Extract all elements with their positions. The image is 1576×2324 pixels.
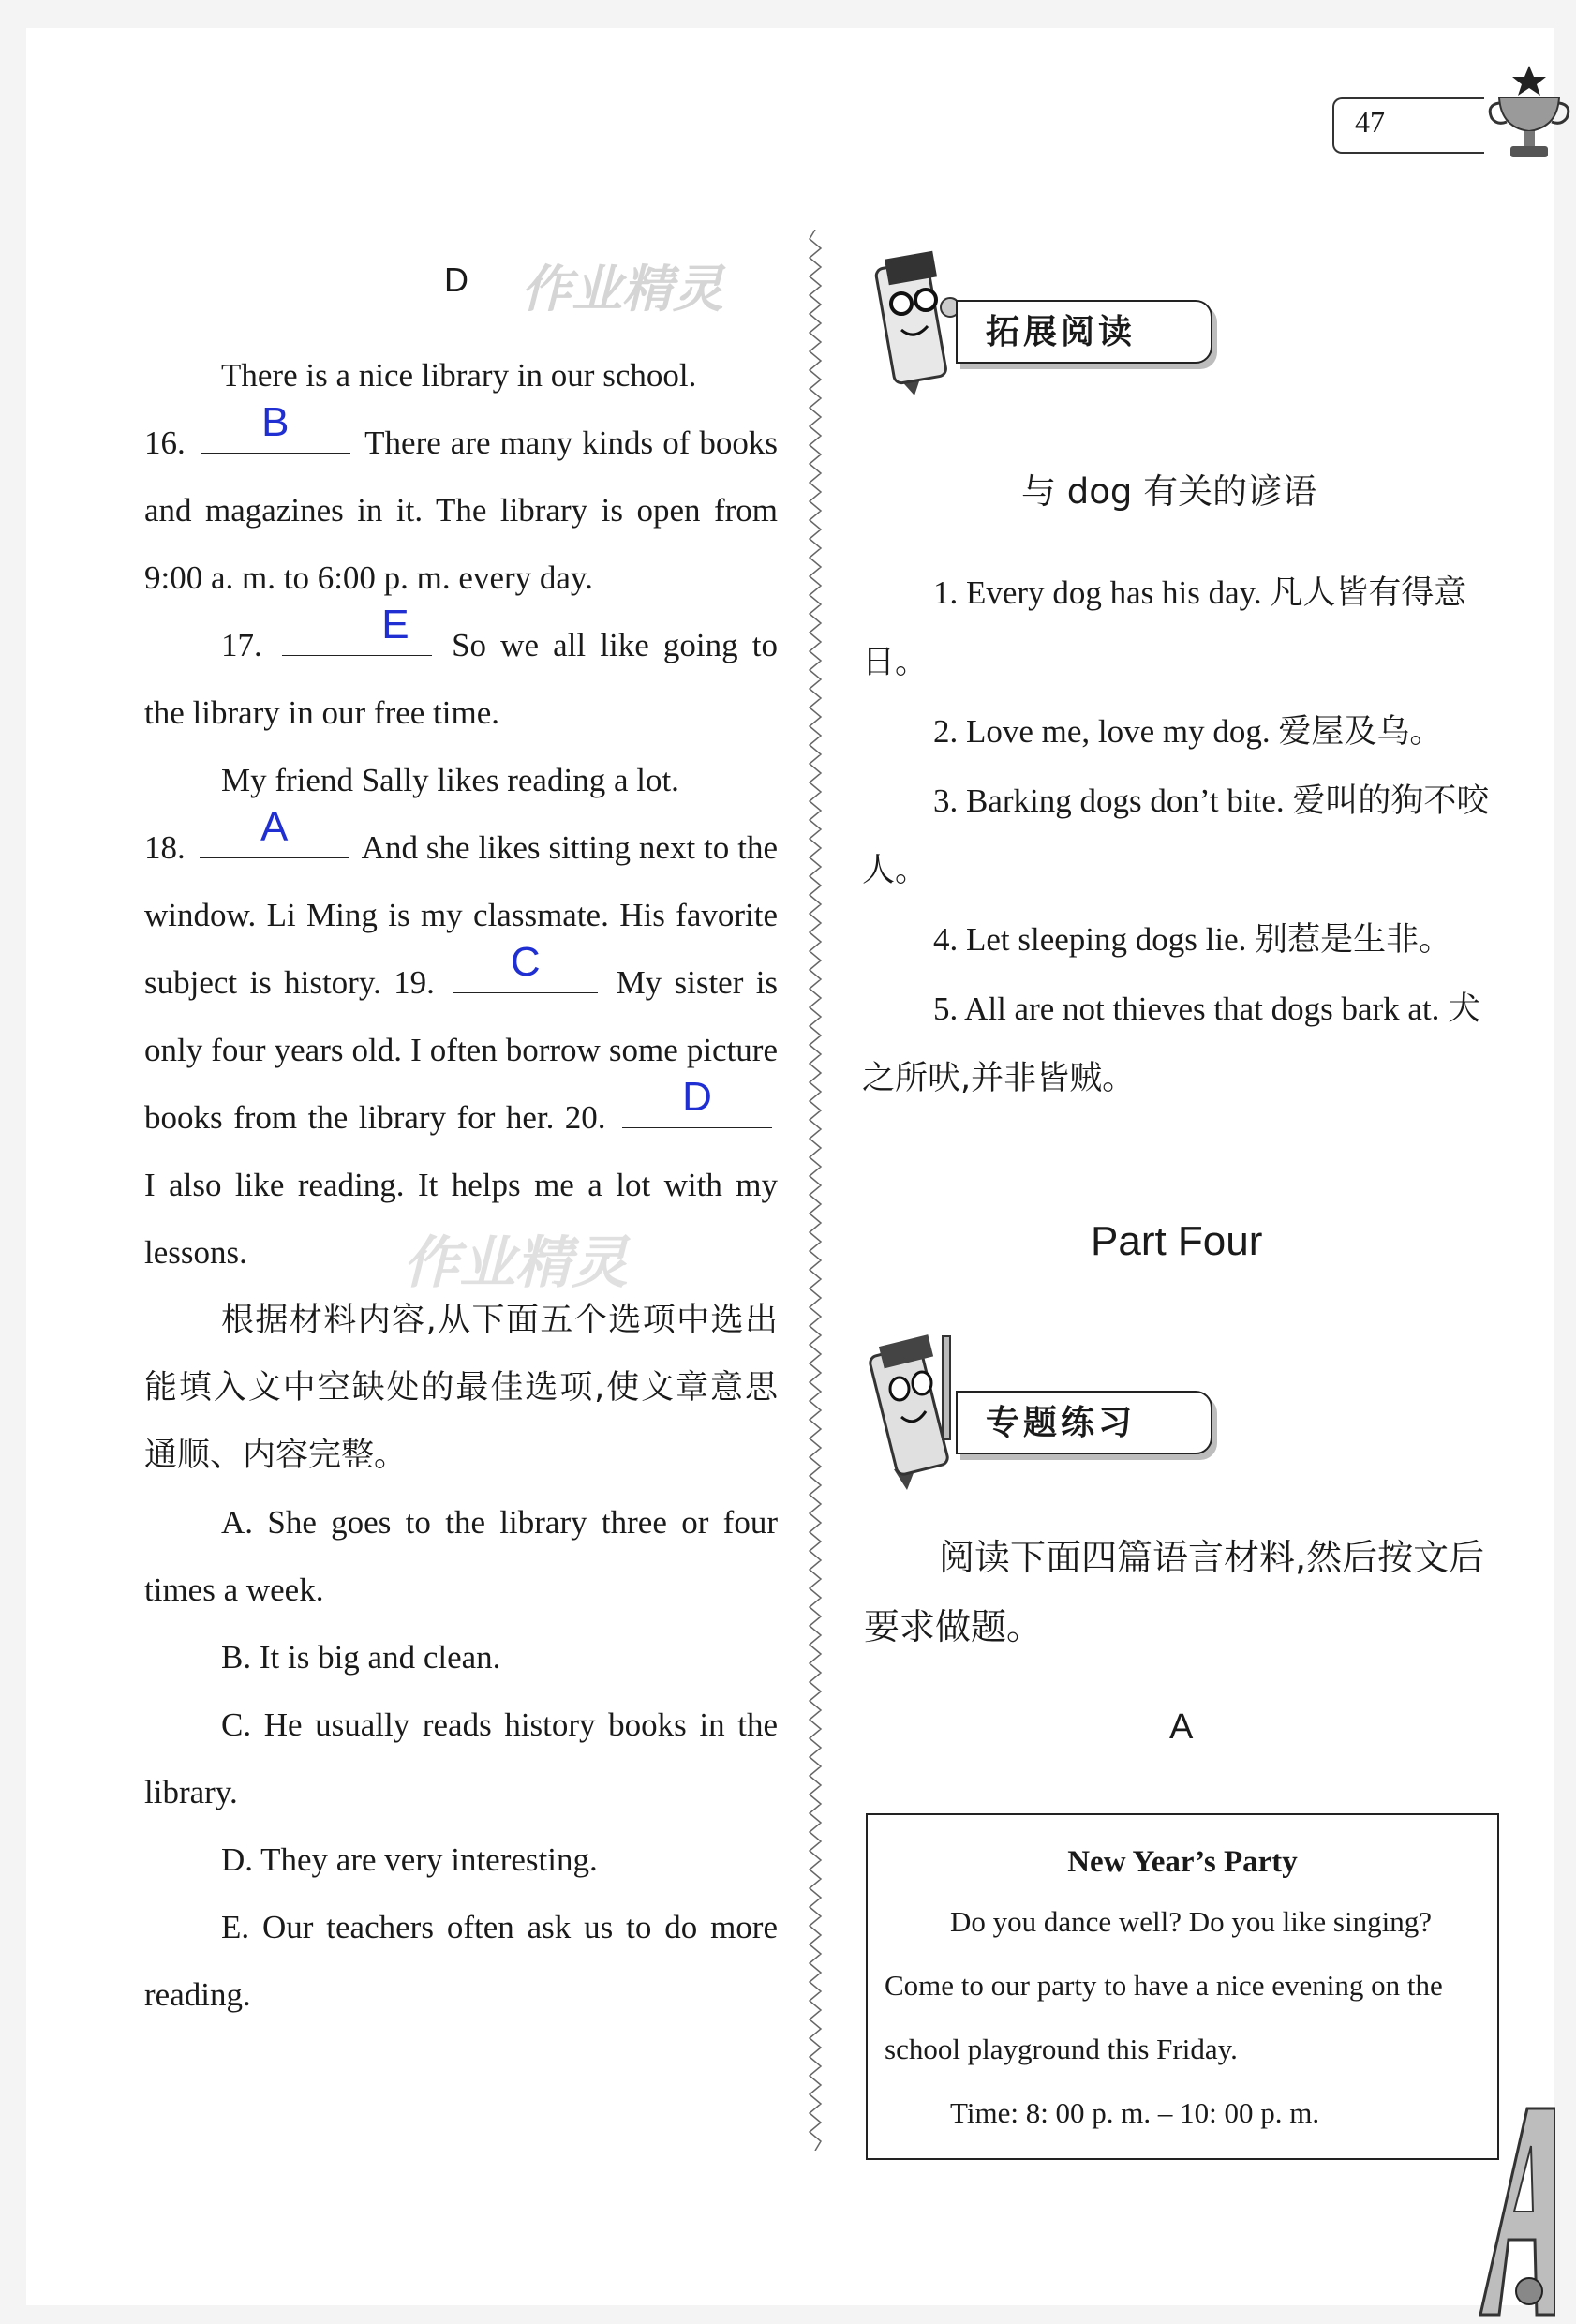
question-number-20: 20. — [564, 1099, 606, 1136]
passage-paragraph-4 — [144, 747, 778, 814]
proverb-item — [862, 697, 1497, 767]
proverb-en: 4. Let sleeping dogs lie. — [933, 921, 1247, 958]
proverb-cn: 凡人皆有得意日。 — [862, 574, 1467, 681]
proverb-cn: 别惹是生非。 — [1255, 921, 1452, 959]
party-notice — [866, 1813, 1499, 2160]
pencil-mascot-reading-icon — [860, 236, 963, 395]
sentence: And she likes sitting next to — [361, 829, 730, 866]
option-c: C. He usually reads history books in the library. — [144, 1706, 778, 1810]
question-number-18: 18. — [144, 829, 186, 866]
proverb-item — [862, 975, 1497, 1113]
notice-title: New Year’s Party — [1067, 1845, 1298, 1879]
notice-time: Time: 8: 00 p. m. – 10: 00 p. m. — [950, 2096, 1320, 2129]
passage-d — [144, 342, 778, 2029]
proverb-en: 1. Every dog has his day. — [933, 574, 1262, 611]
answer-blank-19[interactable] — [453, 939, 598, 993]
sentence: the window. Li Ming is my classmate. His favorite subject is history. — [144, 829, 778, 1001]
sentence: I also like — [144, 1167, 285, 1203]
proverb-list — [862, 559, 1497, 1113]
proverb-item — [862, 559, 1497, 697]
passage-paragraph-3 — [144, 602, 779, 747]
practice-instruction: 阅读下面四篇语言材料,然后按文后要求做题。 — [864, 1537, 1485, 1647]
handwritten-answer-20: D — [682, 1074, 712, 1120]
page-number: 47 — [1355, 105, 1385, 139]
option-b: B. It is big and clean. — [221, 1639, 501, 1676]
passage-paragraph-1 — [144, 342, 778, 410]
instruction-cn: 根据材料内容,从下面五个选项中选出能填入文中空缺处的最佳选项,使文章意思通顺、内容完整。 — [144, 1302, 778, 1474]
sentence: books and magazines in it. The library is open from 9:00 a. m. to 6:00 p. m. every day. — [144, 425, 779, 596]
sentence: There are many kinds of — [364, 425, 691, 461]
proverb-cn: 爱屋及乌。 — [1278, 713, 1443, 751]
notice-body: Do you dance well? Do you like singing? Come to our party to have a nice evening on the school playground this Friday. — [885, 1905, 1443, 2065]
section-label-d: D — [444, 261, 468, 299]
watermark-mid: 作业精灵 — [403, 1230, 628, 1296]
watermark-top: 作业精灵 — [521, 260, 723, 319]
proverb-en: 5. All are not thieves that dogs bark at. — [933, 991, 1440, 1027]
handwritten-answer-18: A — [260, 804, 289, 850]
handwritten-answer-19: C — [510, 939, 541, 985]
sentence: My friend Sally likes reading a lot. — [221, 762, 679, 798]
trophy-icon — [1482, 62, 1576, 165]
passage-paragraph-2 — [144, 399, 779, 612]
proverb-title: 与 dog 有关的谚语 — [1021, 471, 1317, 512]
proverb-en: 2. Love me, love my dog. — [933, 713, 1271, 750]
section-label-a: A — [1169, 1707, 1194, 1747]
sentence: My sister is only four years old. I often borrow some picture books from the library for her. — [144, 964, 779, 1136]
proverb-item — [862, 905, 1497, 975]
sentence: So we all like going to — [452, 627, 779, 663]
sentence: reading. It helps me a lot with my lessons. — [144, 1167, 778, 1271]
passage-paragraph-5 — [144, 804, 779, 1287]
question-number-16: 16. — [144, 425, 186, 461]
answer-blank-20[interactable] — [622, 1074, 772, 1128]
handwritten-answer-17: E — [381, 602, 409, 648]
proverb-cn: 犬之所吠,并非皆贼。 — [862, 991, 1481, 1097]
handwritten-answer-16: B — [261, 399, 290, 445]
proverb-cn: 爱叫的狗不咬人。 — [862, 782, 1490, 889]
banner-practice-label: 专题练习 — [986, 1404, 1137, 1442]
letter-a-decoration-icon — [1462, 2090, 1555, 2324]
pencil-mascot-practice-icon — [860, 1331, 963, 1490]
proverb-item — [862, 767, 1497, 905]
answer-blank-17[interactable] — [282, 602, 432, 656]
option-d: D. They are very interesting. — [221, 1841, 598, 1878]
proverb-en: 3. Barking dogs don’t bite. — [933, 782, 1285, 819]
question-number-19: 19. — [394, 964, 435, 1001]
part-heading: Part Four — [1091, 1218, 1263, 1264]
sentence: the library in our free time. — [144, 694, 500, 731]
option-e: E. Our teachers often ask us to do more reading. — [144, 1909, 778, 2013]
answer-blank-16[interactable] — [201, 399, 350, 454]
sentence: There is a nice library in our school. — [221, 357, 697, 394]
banner-reading-label: 拓展阅读 — [986, 313, 1137, 351]
question-number-17: 17. — [221, 627, 262, 663]
option-a: A. She goes to the library three or four times a week. — [144, 1504, 778, 1608]
answer-blank-18[interactable] — [200, 804, 349, 858]
column-divider — [806, 230, 825, 2151]
